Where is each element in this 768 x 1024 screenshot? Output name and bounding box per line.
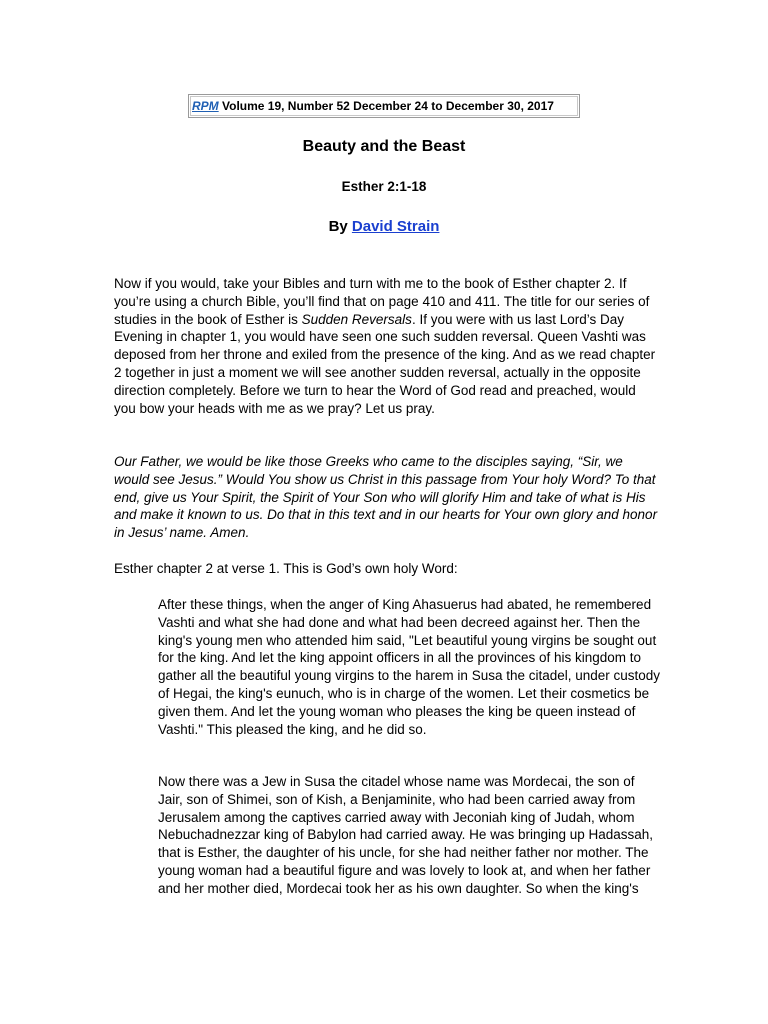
intro-paragraph [114,275,659,417]
series-title: Sudden Reversals [301,311,412,327]
rpm-link[interactable]: RPM [192,99,219,113]
intro-text-end: . If you were with us last Lord’s Day Evening in chapter 1, you would have seen one such sudden reversal. Queen Vashti was deposed from her throne and exiled from the presence of the king. And as we read chapter 2 together in just a moment we will see another sudden reversal, actually in the opposite direction completely. Before we turn to hear the Word of God read and preached, would you bow your heads with me as we pray? Let us pray. [114,311,656,416]
prayer-paragraph: Our Father, we would be like those Greeks who came to the disciples saying, “Sir, we would see Jesus.” Would You show us Christ in this passage from Your holy Word? To that end, give us Your Spirit, the Spirit of Your Son who will glorify Him and take of what is His and make it known to us. Do that in this text and in our hearts for Your own glory and honor in Jesus’ name. Amen. [114,454,658,541]
byline [0,217,768,237]
issue-info: Volume 19, Number 52 December 24 to December 30, 2017 [218,99,554,113]
page-title: Beauty and the Beast [302,138,466,155]
masthead-box [188,94,580,118]
scripture-quote-2: Now there was a Jew in Susa the citadel whose name was Mordecai, the son of Jair, son of Shimei, son of Kish, a Benjaminite, who had been carried away from Jerusalem among the captives carried away with Jeconiah king of Judah, whom Nebuchadnezzar king of Babylon had carried away. He was bringing up Hadassah, that is Esther, the daughter of his uncle, for she had neither father nor mother. The young woman had a beautiful figure and was lovely to look at, and when her father and her mother died, Mordecai took her as his own daughter. So when the king's [158,774,654,896]
scripture-reference: Esther 2:1-18 [341,179,427,194]
scripture-lead-in: Esther chapter 2 at verse 1. This is God’s own holy Word: [114,561,458,576]
intro-text-start: Now if you would, take your Bibles and turn with me to the book of Esther chapter 2. If you’re using a church Bible, you’ll find that on page 410 and 411. The title for our series of studies in the book of Esther is [114,276,650,327]
author-link[interactable]: David Strain [351,218,440,235]
scripture-quote-1: After these things, when the anger of King Ahasuerus had abated, he remembered Vashti and what she had done and what had been decreed against her. Then the king's young men who attended him said, "Let beautiful young virgins be sought out for the king. And let the king appoint officers in all the provinces of his kingdom to gather all the beautiful young virgins to the harem in Susa the citadel, under custody of Hegai, the king's eunuch, who is in charge of the women. Let their cosmetics be given them. And let the young woman who pleases the king be queen instead of Vashti." This pleased the king, and he did so. [158,597,661,737]
masthead-inner [190,96,578,116]
byline-prefix: By [328,218,352,235]
